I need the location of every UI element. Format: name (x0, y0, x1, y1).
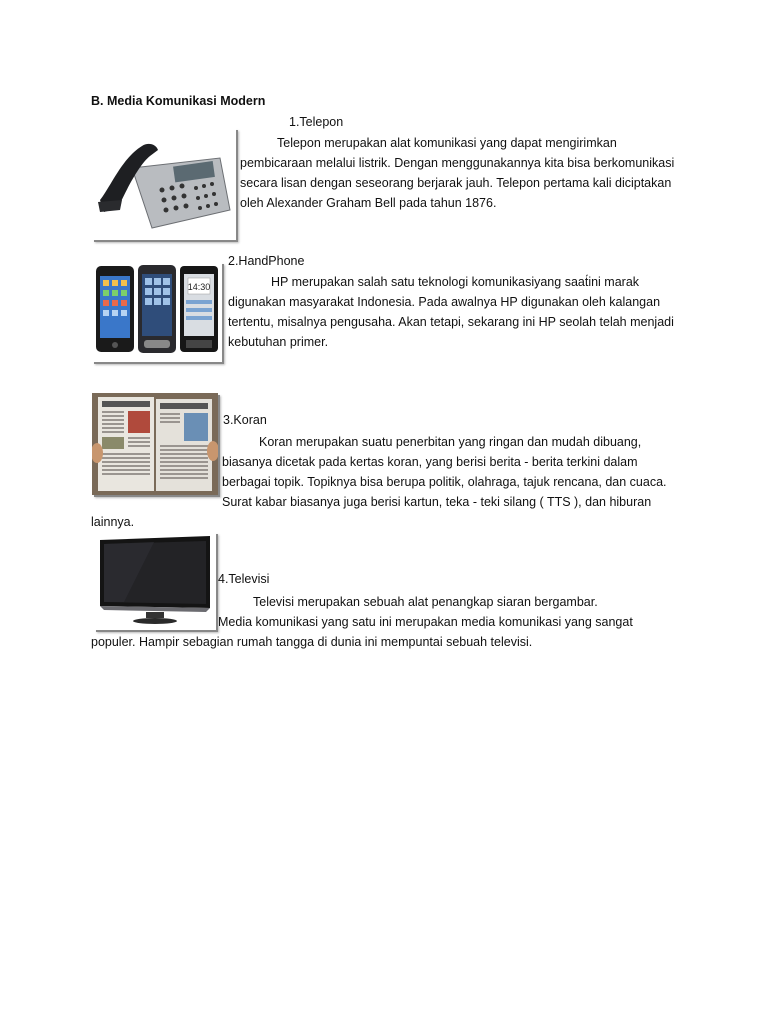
handphone-line-4: kebutuhan primer. (228, 335, 329, 349)
television-image (94, 532, 216, 630)
television-icon (94, 532, 216, 630)
koran-line-3: berbagai topik. Topiknya bisa berupa politik, olahraga, tajuk rencana, dan cuaca. (222, 475, 667, 489)
telepon-line-2: pembicaraan melalui listrik. Dengan menggunakannya kita bisa berkomunikasi (240, 156, 675, 170)
telepon-line-3: secara lisan dengan seseorang berjarak jauh. Telepon pertama kali diciptakan (240, 176, 672, 190)
desk-phone-icon (92, 128, 236, 240)
section-title-handphone: 2.HandPhone (228, 254, 305, 268)
smartphones-icon (92, 262, 222, 362)
koran-line-2: biasanya dicetak pada kertas koran, yang berisi berita - berita terkini dalam (222, 455, 638, 469)
televisi-line-1: Televisi merupakan sebuah alat penangkap siaran bergambar. (253, 595, 598, 609)
handphone-line-3: tertentu, misalnya pengusaha. Akan tetapi, sekarang ini HP seolah telah menjadi (228, 315, 674, 329)
telephone-image (92, 128, 236, 240)
televisi-line-3: populer. Hampir sebagian rumah tangga di dunia ini mempuntai sebuah televisi. (91, 635, 533, 649)
section-title-telepon: 1.Telepon (289, 115, 344, 129)
section-title-koran: 3.Koran (223, 413, 267, 427)
televisi-line-2: Media komunikasi yang satu ini merupakan media komunikasi yang sangat (218, 615, 633, 629)
handphone-image (92, 262, 222, 362)
koran-line-4: Surat kabar biasanya juga berisi kartun, teka - teki silang ( TTS ), dan hiburan (222, 495, 652, 509)
handphone-line-2: digunakan masyarakat Indonesia. Pada awalnya HP digunakan oleh kalangan (228, 295, 661, 309)
koran-line-1: Koran merupakan suatu penerbitan yang ringan dan mudah dibuang, (259, 435, 642, 449)
document-heading: B. Media Komunikasi Modern (91, 94, 266, 108)
telepon-line-1: Telepon merupakan alat komunikasi yang dapat mengirimkan (277, 136, 617, 150)
phone-clock-text: 14:30 (187, 282, 211, 292)
section-title-televisi: 4.Televisi (218, 572, 270, 586)
newspaper-icon (92, 393, 218, 495)
handphone-line-1: HP merupakan salah satu teknologi komunikasiyang saat́ini marak (271, 275, 640, 289)
newspaper-image (92, 393, 218, 495)
telepon-line-4: oleh Alexander Graham Bell pada tahun 1876. (240, 196, 497, 210)
koran-line-5: lainnya. (91, 515, 135, 529)
